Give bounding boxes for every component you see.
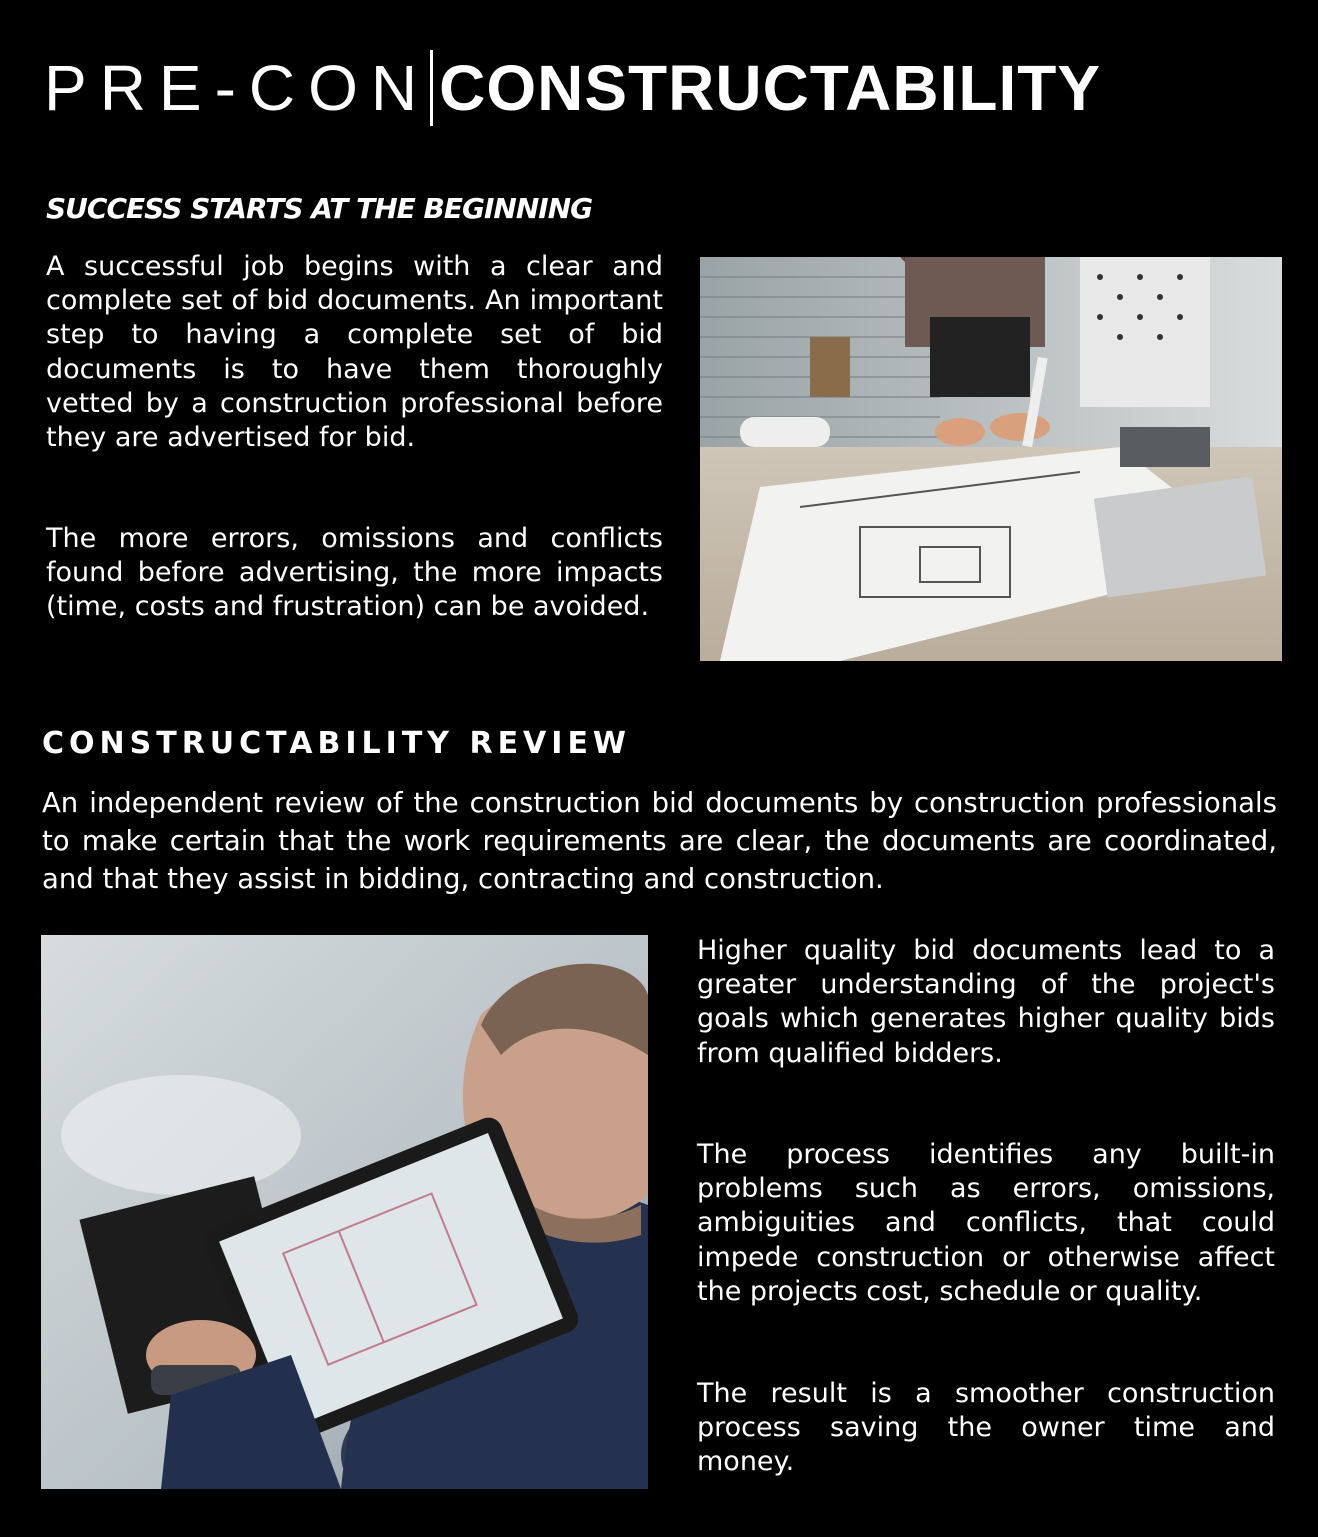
section-heading-constructability-review: CONSTRUCTABILITY REVIEW: [42, 726, 632, 761]
section-heading-success: SUCCESS STARTS AT THE BEGINNING: [46, 192, 593, 225]
blueprint-review-photo: [700, 257, 1282, 661]
man-with-tablet-photo: [41, 935, 648, 1489]
success-paragraph-1: A successful job begins with a clear and complete set of bid documents. An important step to having a complete set of bid documents is to have them thoroughly vetted by a construction professional before they are advertised for bid.: [46, 251, 663, 454]
review-paragraph-2: The process identifies any built-in problems such as errors, omissions, ambiguities and conflicts, that could impede construction or otherwise affect the projects cost, schedule or quality.: [697, 1139, 1275, 1307]
success-paragraph-2: The more errors, omissions and conflicts found before advertising, the more impacts (time, costs and frustration) can be avoided.: [46, 523, 663, 623]
title-pre-con: PRE-CON: [44, 52, 431, 124]
review-intro-paragraph: An independent review of the construction bid documents by construction professionals to make certain that the work requirements are clear, the documents are coordinated, and that they assist in bidding, contracting and construction.: [42, 787, 1277, 895]
page-title: [44, 48, 1101, 128]
review-paragraph-3: The result is a smoother construction process saving the owner time and money.: [697, 1378, 1275, 1478]
review-paragraph-1: Higher quality bid documents lead to a greater understanding of the project's goals which generates higher quality bids from qualified bidders.: [697, 935, 1275, 1069]
title-divider: [430, 50, 433, 126]
title-constructability: CONSTRUCTABILITY: [439, 52, 1101, 124]
